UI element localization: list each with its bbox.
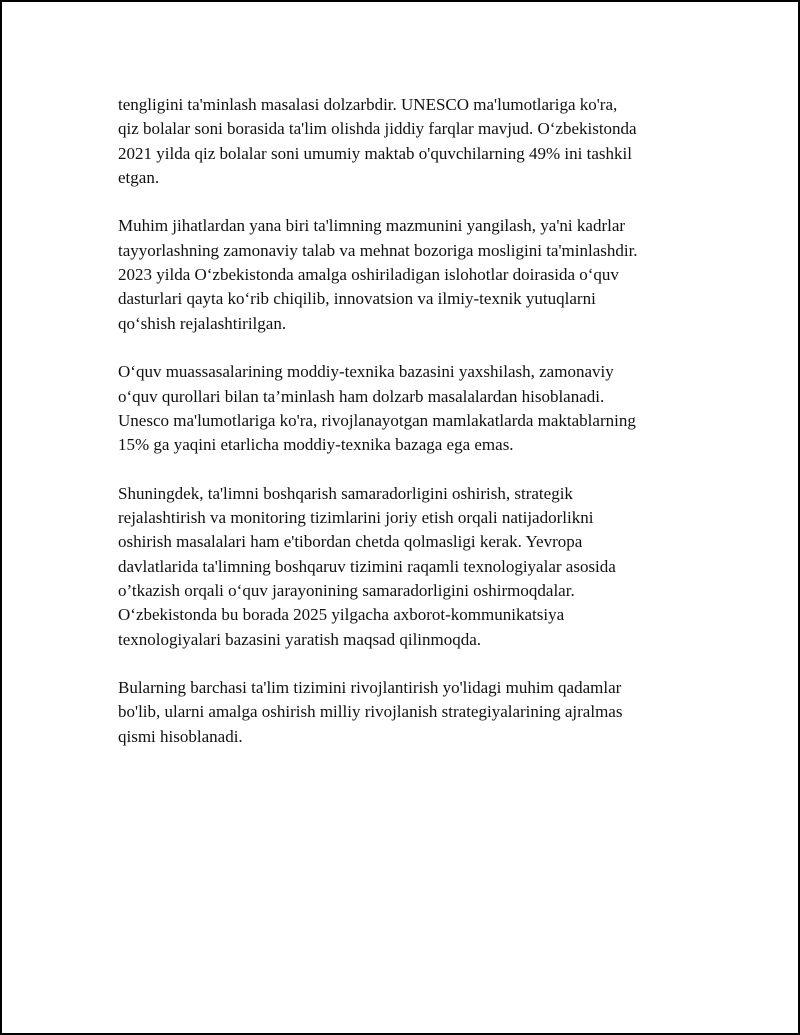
- text-line: Bularning barchasi ta'lim tizimini rivojlantirish yo'lidagi muhim qadamlar: [118, 678, 622, 698]
- text-line: bo'lib, ularni amalga oshirish milliy rivojlanish strategiyalarining ajralmas: [118, 702, 623, 722]
- text-line: rejalashtirish va monitoring tizimlarini joriy etish orqali natijadorlikni: [118, 508, 594, 528]
- text-line: Shuningdek, ta'limni boshqarish samaradorligini oshirish, strategik: [118, 483, 573, 503]
- text-line: O‘quv muassasalarining moddiy-texnika bazasini yaxshilash, zamonaviy: [118, 362, 614, 382]
- paragraph-2: [118, 214, 718, 335]
- text-line: qiz bolalar soni borasida ta'lim olishda jiddiy farqlar mavjud. O‘zbekistonda: [118, 119, 637, 139]
- paragraph-4: [118, 482, 718, 652]
- paragraph-1: [118, 93, 718, 190]
- text-line: dasturlari qayta ko‘rib chiqilib, innovatsion va ilmiy-texnik yutuqlarni: [118, 289, 596, 309]
- text-line: O‘zbekistonda bu borada 2025 yilgacha axborot-kommunikatsiya: [118, 605, 565, 625]
- paragraph-3: [118, 360, 718, 457]
- text-line: 2021 yilda qiz bolalar soni umumiy maktab o'quvchilarning 49% ini tashkil: [118, 143, 632, 163]
- text-line: tengligini ta'minlash masalasi dolzarbdir. UNESCO ma'lumotlariga ko'ra,: [118, 95, 618, 114]
- text-line: Muhim jihatlardan yana biri ta'limning mazmunini yangilash, ya'ni kadrlar: [118, 216, 626, 236]
- text-line: qo‘shish rejalashtirilgan.: [118, 313, 287, 333]
- text-line: tayyorlashning zamonaviy talab va mehnat bozoriga mosligini ta'minlashdir.: [118, 240, 638, 260]
- document-body: [118, 93, 718, 773]
- text-line: Unesco ma'lumotlariga ko'ra, rivojlanayotgan mamlakatlarda maktablarning: [118, 410, 636, 430]
- text-line: oshirish masalalari ham e'tibordan chetda qolmasligi kerak. Yevropa: [118, 532, 583, 552]
- text-line: 15% ga yaqini etarlicha moddiy-texnika bazaga ega emas.: [118, 435, 514, 455]
- text-line: davlatlarida ta'limning boshqaruv tizimini raqamli texnologiyalar asosida: [118, 556, 616, 576]
- paragraph-5: [118, 676, 718, 749]
- text-line: etgan.: [118, 167, 160, 187]
- text-line: qismi hisoblanadi.: [118, 726, 243, 746]
- text-line: o‘quv qurollari bilan ta’minlash ham dolzarb masalalardan hisoblanadi.: [118, 386, 605, 406]
- text-line: o’tkazish orqali o‘quv jarayonining samaradorligini oshirmoqdalar.: [118, 580, 575, 600]
- text-line: texnologiyalari bazasini yaratish maqsad qilinmoqda.: [118, 629, 482, 649]
- text-line: 2023 yilda O‘zbekistonda amalga oshiriladigan islohotlar doirasida o‘quv: [118, 265, 619, 285]
